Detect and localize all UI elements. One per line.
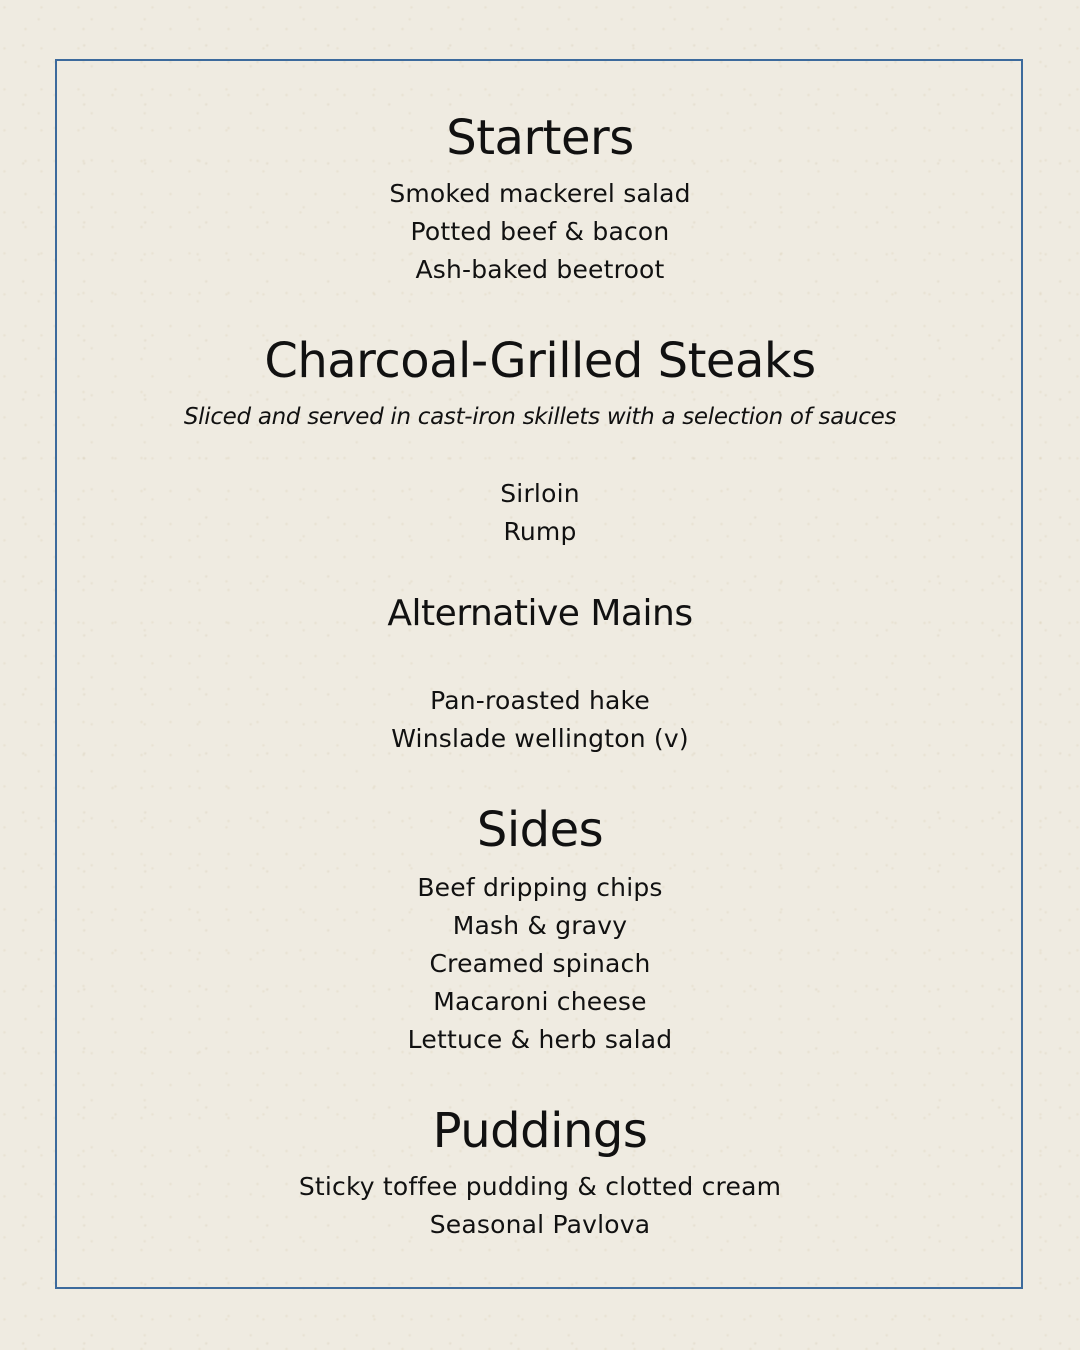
list-item: Mash & gravy — [452, 911, 628, 940]
starters-list — [0, 175, 1080, 289]
list-item: Ash-baked beetroot — [415, 255, 665, 284]
section-puddings — [0, 1103, 1080, 1159]
list-item: Beef dripping chips — [417, 873, 663, 902]
section-heading: Charcoal-Grilled Steaks — [264, 333, 816, 389]
alternative-mains-list-wrap — [0, 682, 1080, 758]
list-item: Lettuce & herb salad — [407, 1025, 673, 1054]
starters-list-wrap — [0, 175, 1080, 289]
puddings-list-wrap — [0, 1168, 1080, 1244]
steaks-list — [0, 475, 1080, 551]
section-heading: Alternative Mains — [387, 593, 693, 634]
steaks-list-wrap — [0, 475, 1080, 551]
list-item: Winslade wellington (v) — [391, 724, 689, 753]
list-item: Potted beef & bacon — [410, 217, 670, 246]
list-item: Sirloin — [500, 479, 580, 508]
section-subtitle: Sliced and served in cast-iron skillets with a selection of sauces — [183, 404, 897, 430]
section-starters — [0, 110, 1080, 166]
section-sides — [0, 802, 1080, 858]
section-heading: Starters — [446, 110, 634, 166]
list-item: Smoked mackerel salad — [389, 179, 691, 208]
list-item: Seasonal Pavlova — [429, 1210, 651, 1239]
section-heading: Sides — [476, 802, 604, 858]
steaks-subtitle-wrap — [0, 402, 1080, 432]
puddings-list — [0, 1168, 1080, 1244]
sides-list — [0, 869, 1080, 1059]
section-steaks — [0, 333, 1080, 389]
section-heading: Puddings — [432, 1103, 648, 1159]
section-alternative-mains — [0, 592, 1080, 636]
list-item: Pan-roasted hake — [430, 686, 650, 715]
list-item: Sticky toffee pudding & clotted cream — [298, 1172, 782, 1201]
list-item: Rump — [503, 517, 577, 546]
sides-list-wrap — [0, 869, 1080, 1059]
alternative-mains-list — [0, 682, 1080, 758]
list-item: Macaroni cheese — [433, 987, 647, 1016]
list-item: Creamed spinach — [429, 949, 651, 978]
